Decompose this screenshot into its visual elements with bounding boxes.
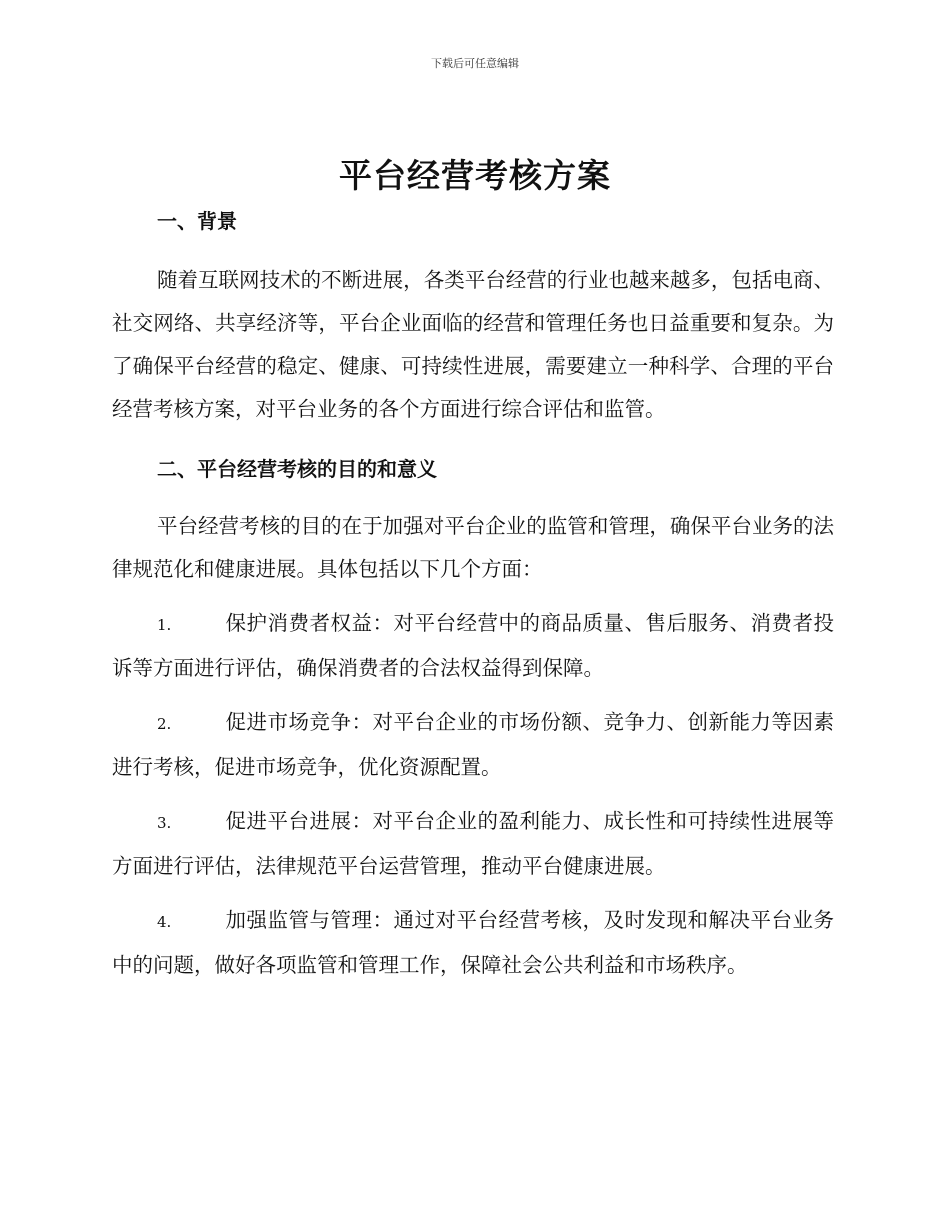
list-item-text: 保护消费者权益：对平台经营中的商品质量、售后服务、消费者投诉等方面进行评估，确保消费者的合法权益得到保障。 (112, 611, 834, 680)
list-item-number: 3. (157, 814, 172, 832)
list-item (112, 701, 834, 789)
list-item-number: 4. (157, 913, 172, 931)
document-title: 平台经营考核方案 (339, 156, 611, 195)
list-item-text: 加强监管与管理：通过对平台经营考核，及时发现和解决平台业务中的问题，做好各项监管和管理工作，保障社会公共利益和市场秩序。 (112, 908, 834, 977)
document-body (112, 205, 834, 987)
background-paragraph: 随着互联网技术的不断进展，各类平台经营的行业也越来越多，包括电商、社交网络、共享经济等，平台企业面临的经营和管理任务也日益重要和复杂。为了确保平台经营的稳定、健康、可持续性进展，需要建立一种科学、合理的平台经营考核方案，对平台业务的各个方面进行综合评估和监管。 (112, 268, 834, 421)
purpose-paragraph: 平台经营考核的目的在于加强对平台企业的监管和管理，确保平台业务的法律规范化和健康进展。具体包括以下几个方面： (112, 514, 834, 581)
purpose-list (112, 602, 834, 987)
list-item (112, 800, 834, 888)
list-item-text: 促进平台进展：对平台企业的盈利能力、成长性和可持续性进展等方面进行评估，法律规范平台运营管理，推动平台健康进展。 (112, 809, 834, 878)
header-note: 下载后可任意编辑 (431, 57, 519, 70)
list-item-number: 2. (157, 715, 172, 733)
list-item-text: 促进市场竞争：对平台企业的市场份额、竞争力、创新能力等因素进行考核，促进市场竞争，优化资源配置。 (112, 710, 834, 779)
list-item (112, 602, 834, 690)
list-item-number: 1. (157, 616, 172, 634)
section-heading-background: 一、背景 (157, 209, 237, 233)
section-heading-purpose: 二、平台经营考核的目的和意义 (157, 457, 437, 481)
list-item (112, 899, 834, 987)
